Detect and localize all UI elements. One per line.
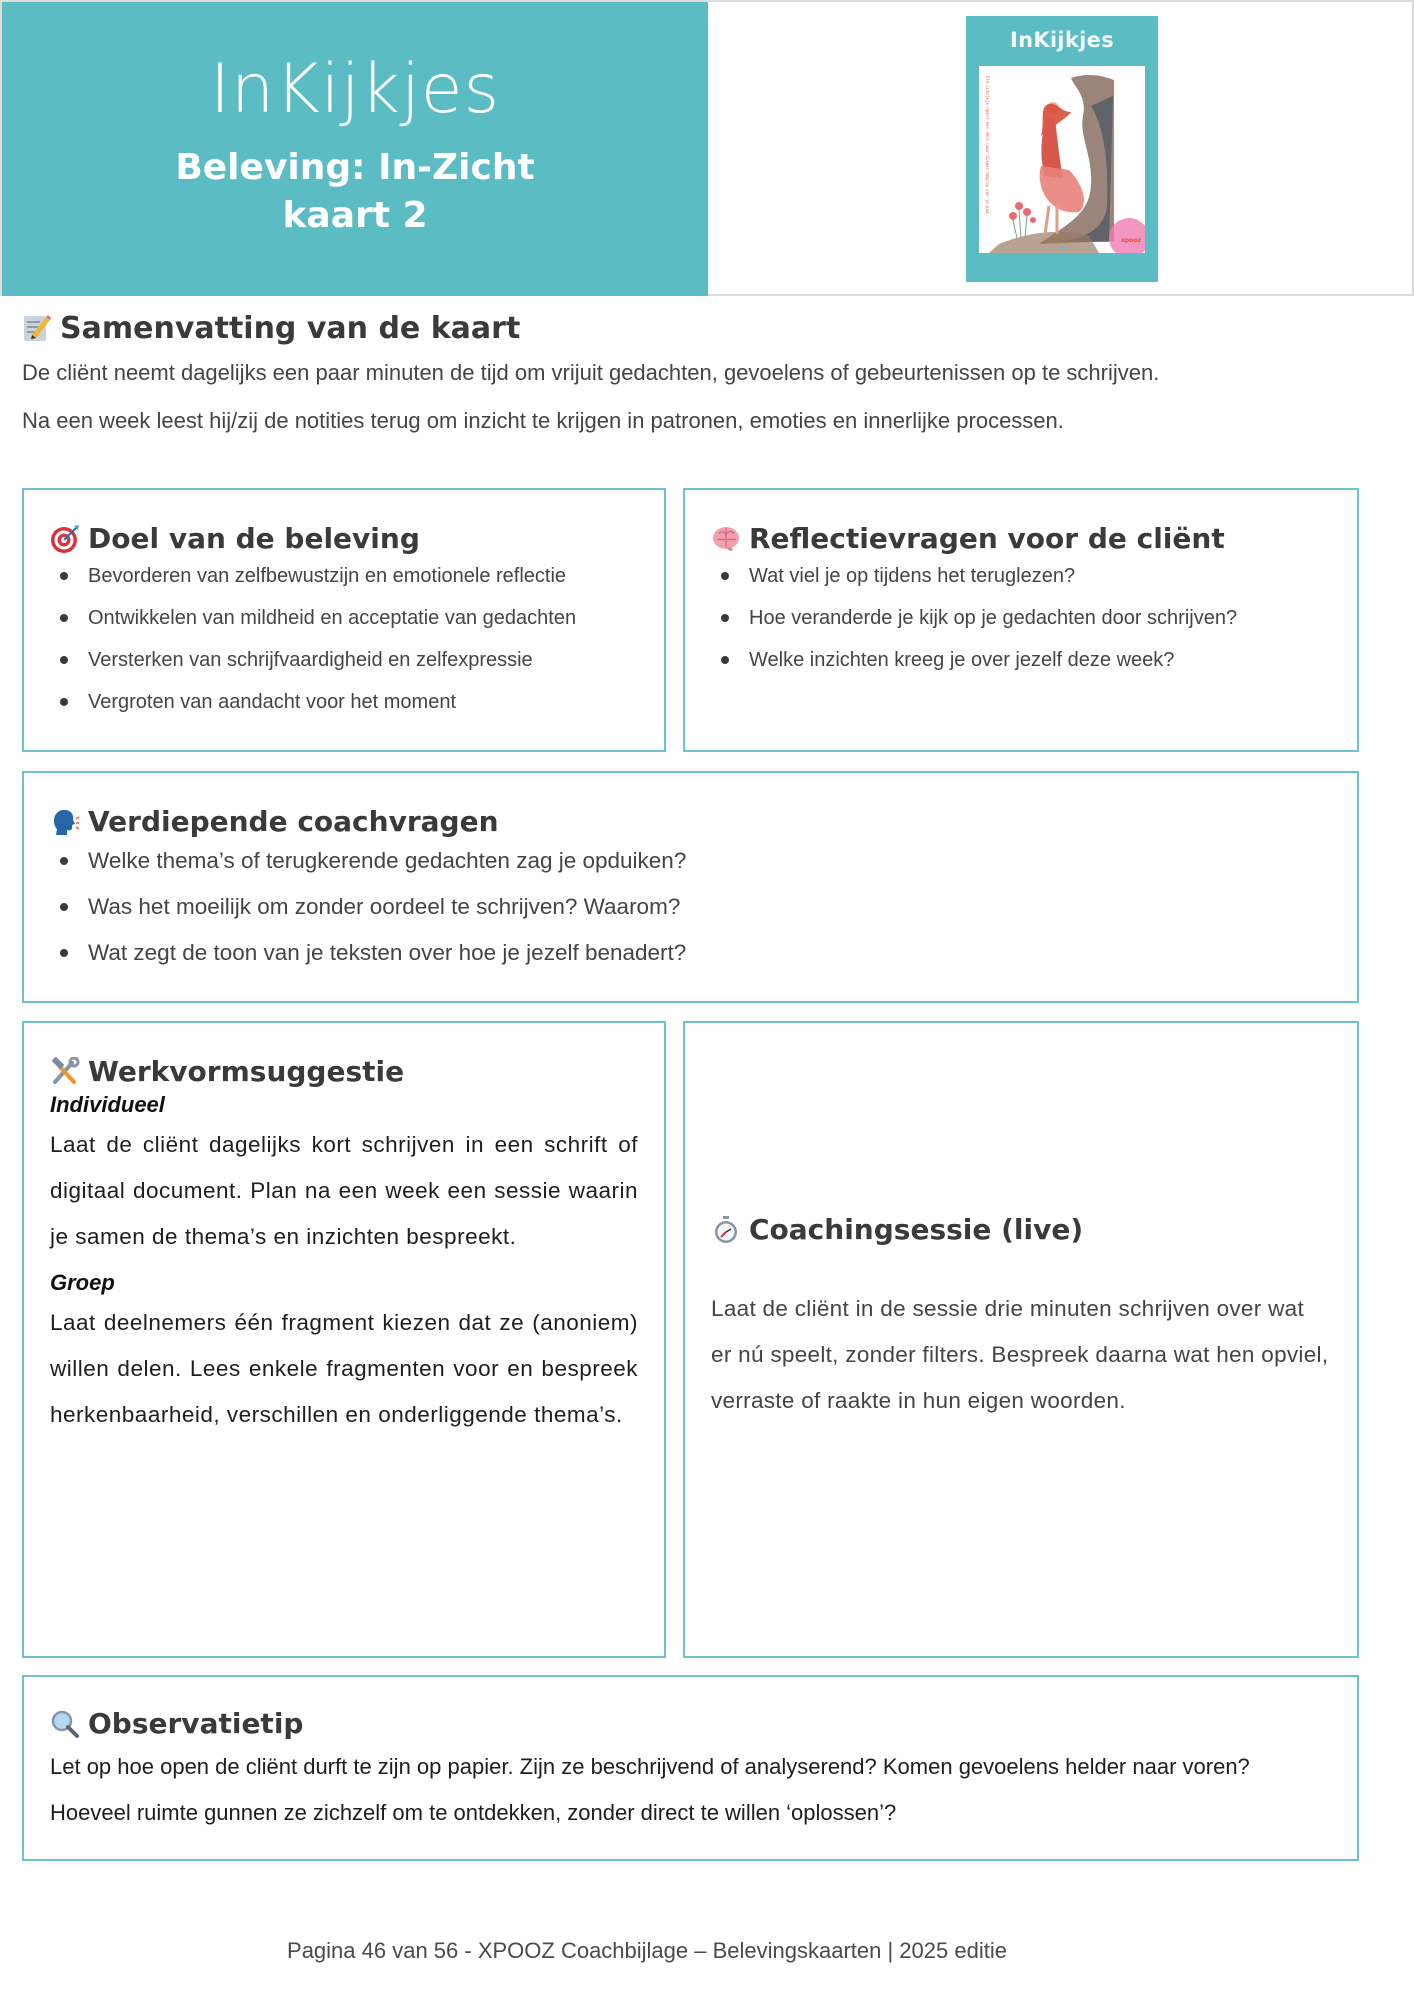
cover-brand-mark: xpooz (1121, 237, 1141, 244)
card-observatietip (22, 1675, 1359, 1861)
card-coachingsessie (683, 1021, 1359, 1658)
speaking-head-icon (50, 807, 80, 837)
summary-line: De cliënt neemt dagelijks een paar minuten de tijd om vrijuit gedachten, gevoelens of gebeurtenissen op te schrijven. (22, 360, 1160, 385)
list-item: Welke thema’s of terugkerende gedachten zag je opduiken? (50, 838, 1331, 884)
brain-icon (711, 524, 741, 554)
list-item: Wat zegt de toon van je teksten over hoe je jezelf benadert? (50, 930, 1331, 976)
observatie-heading-text: Observatietip (88, 1707, 304, 1740)
title-band (2, 2, 708, 296)
card-doel (22, 488, 666, 752)
summary-heading (22, 308, 1392, 348)
cover-page-number: 89 (1059, 245, 1066, 251)
card-number: kaart 2 (282, 195, 428, 236)
coachvragen-heading (50, 805, 1331, 838)
observatie-heading (50, 1707, 1331, 1740)
list-item: Welke inzichten kreeg je over jezelf deze week? (711, 639, 1331, 681)
hammer-wrench-icon (50, 1057, 80, 1087)
cover-title: InKijkjes (1009, 28, 1115, 52)
list-item: Hoe veranderde je kijk op je gedachten door schrijven? (711, 597, 1331, 639)
individueel-label: Individueel (50, 1092, 165, 1117)
cover-thumbnail (966, 16, 1158, 282)
summary-heading-text: Samenvatting van de kaart (60, 310, 521, 346)
list-item: Vergroten van aandacht voor het moment (50, 681, 638, 723)
doel-heading (50, 522, 638, 555)
card-coachvragen (22, 771, 1359, 1003)
reflectie-heading (711, 522, 1331, 555)
live-heading (711, 1213, 1331, 1246)
werkvorm-heading (50, 1055, 638, 1088)
card-subtitle: Beleving: In-Zicht (175, 147, 535, 188)
card-reflectie (683, 488, 1359, 752)
list-item: Ontwikkelen van mildheid en acceptatie van gedachten (50, 597, 638, 639)
observatie-text: Let op hoe open de cliënt durft te zijn op papier. Zijn ze beschrijvend of analyserend? Komen gevoelens helder naar voren? Hoeveel ruimte gunnen ze zichzelf om te ontdekken, zonder direct te willen ‘oplossen’? (50, 1754, 1250, 1825)
summary-line: Na een week leest hij/zij de notities terug om inzicht te krijgen in patronen, emoties en innerlijke processen. (22, 408, 1064, 433)
target-icon (50, 524, 80, 554)
list-item: Wat viel je op tijdens het teruglezen? (711, 555, 1331, 597)
list-item: Versterken van schrijfvaardigheid en zelfexpressie (50, 639, 638, 681)
live-heading-text: Coachingsessie (live) (749, 1213, 1084, 1246)
doel-heading-text: Doel van de beleving (88, 522, 420, 555)
memo-pencil-icon (22, 313, 52, 343)
individueel-text: Laat de cliënt dagelijks kort schrijven in een schrift of digitaal document. Plan na een week een sessie waarin je samen de thema’s en inzichten bespreekt. (50, 1132, 638, 1249)
reflectie-heading-text: Reflectievragen voor de cliënt (749, 522, 1225, 555)
reflectie-list (711, 555, 1331, 681)
cover-illustration (979, 66, 1145, 253)
groep-label: Groep (50, 1270, 115, 1295)
coachvragen-heading-text: Verdiepende coachvragen (88, 805, 499, 838)
stopwatch-icon (711, 1215, 741, 1245)
svg-text:Elk inkijkje opent een deur na: Elk inkijkje opent een deur naar dieper begrip van je pad. (985, 76, 990, 216)
brand-title: InKijkjes (209, 50, 501, 129)
groep-text: Laat deelnemers één fragment kiezen dat ze (anoniem) willen delen. Lees enkele fragmenten voor en bespreek herkenbaarheid, verschillen en onderliggende thema’s. (50, 1310, 638, 1427)
coachvragen-list (50, 838, 1331, 976)
card-werkvorm (22, 1021, 666, 1658)
page-footer: Pagina 46 van 56 - XPOOZ Coachbijlage – Belevingskaarten | 2025 editie (287, 1938, 1007, 1963)
list-item: Bevorderen van zelfbewustzijn en emotionele reflectie (50, 555, 638, 597)
list-item: Was het moeilijk om zonder oordeel te schrijven? Waarom? (50, 884, 1331, 930)
werkvorm-heading-text: Werkvormsuggestie (88, 1055, 405, 1088)
summary-section (22, 308, 1392, 444)
magnifier-icon (50, 1709, 80, 1739)
page-header (0, 0, 1414, 296)
doel-list (50, 555, 638, 723)
live-text: Laat de cliënt in de sessie drie minuten schrijven over wat er nú speelt, zonder filters. Bespreek daarna wat hen opviel, verraste of raakte in hun eigen woorden. (711, 1296, 1329, 1413)
